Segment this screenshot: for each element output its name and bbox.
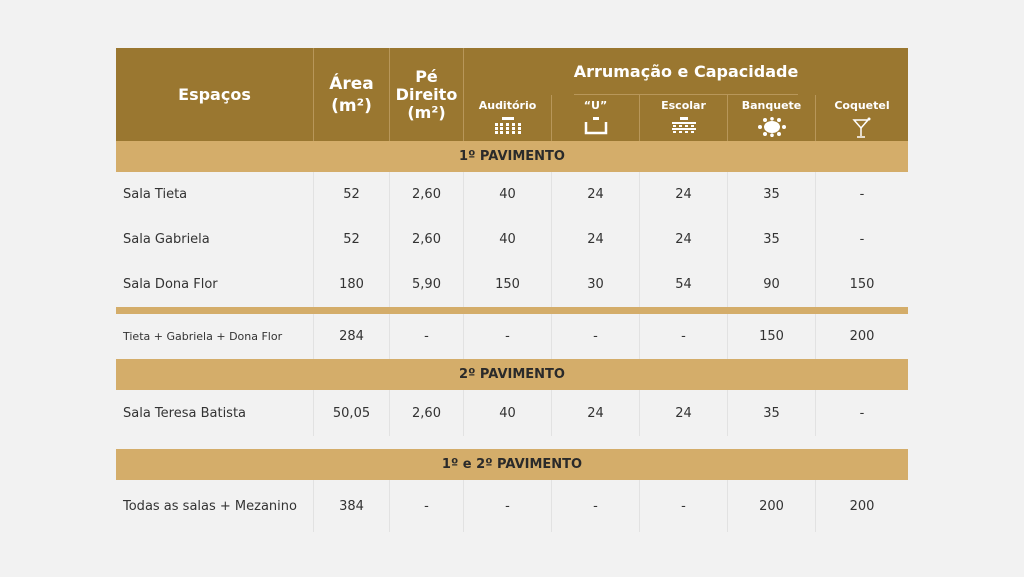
table-row: [116, 390, 908, 436]
header-area-label: Área: [329, 73, 374, 94]
coquetel-value: -: [859, 405, 865, 421]
escolar-value: 54: [640, 262, 728, 307]
escolar-value: -: [640, 480, 728, 532]
table-header: [116, 48, 908, 141]
header-escolar: [640, 95, 728, 141]
area-value: 52: [314, 217, 390, 262]
table-row: [116, 480, 908, 532]
classroom-icon: [670, 117, 698, 135]
area-value: 50,05: [314, 390, 390, 436]
pe-direito-value: 2,60: [390, 172, 464, 217]
pe-direito-value: 2,60: [390, 217, 464, 262]
header-auditorio-label: Auditório: [478, 99, 537, 112]
auditorio-value: 40: [464, 217, 552, 262]
space-name: Sala Teresa Batista: [116, 390, 314, 436]
header-pe-direito: [390, 48, 464, 141]
table-row: [116, 172, 908, 217]
coquetel-value: 200: [849, 329, 875, 344]
coquetel-value: 200: [849, 498, 875, 514]
auditorio-value: 150: [464, 262, 552, 307]
coquetel-value: -: [859, 187, 865, 202]
banquete-value: 150: [728, 314, 816, 359]
banquete-value: 35: [728, 390, 816, 436]
area-value: 384: [314, 480, 390, 532]
space-name: Sala Dona Flor: [116, 262, 314, 307]
area-value: 180: [314, 262, 390, 307]
table-row: [116, 262, 908, 307]
header-u-label: “U”: [583, 99, 608, 112]
header-coquetel-label: Coquetel: [834, 99, 890, 112]
auditorio-value: -: [464, 480, 552, 532]
capacity-table: [116, 48, 908, 532]
auditorio-value: -: [464, 314, 552, 359]
auditorio-value: 40: [464, 172, 552, 217]
header-escolar-label: Escolar: [661, 99, 706, 112]
auditorium-icon: [493, 117, 523, 135]
banquete-value: 35: [728, 172, 816, 217]
cocktail-icon: [851, 117, 873, 139]
escolar-value: -: [640, 314, 728, 359]
u-value: 24: [552, 390, 640, 436]
section-band-3: 1º e 2º PAVIMENTO: [116, 449, 908, 480]
header-arrumacao: [464, 48, 908, 141]
header-arrumacao-title: Arrumação e Capacidade: [574, 48, 799, 95]
u-value: -: [552, 480, 640, 532]
section-band-2: 2º PAVIMENTO: [116, 359, 908, 390]
u-shape-icon: [583, 117, 609, 135]
header-espacos: Espaços: [116, 48, 314, 141]
coquetel-value: 150: [849, 277, 875, 292]
header-pe-unit: (m²): [407, 102, 446, 122]
pe-direito-value: 5,90: [390, 262, 464, 307]
banquete-value: 200: [728, 480, 816, 532]
area-value: 52: [314, 172, 390, 217]
header-auditorio: [464, 95, 552, 141]
u-value: 30: [552, 262, 640, 307]
u-value: 24: [552, 217, 640, 262]
table-row: [116, 217, 908, 262]
banquete-value: 90: [728, 262, 816, 307]
space-name: Tieta + Gabriela + Dona Flor: [116, 314, 314, 359]
escolar-value: 24: [640, 172, 728, 217]
header-pe-line2: Direito: [395, 84, 458, 104]
escolar-value: 24: [640, 390, 728, 436]
area-value: 284: [314, 314, 390, 359]
header-coquetel: [816, 95, 908, 141]
escolar-value: 24: [640, 217, 728, 262]
header-pe-line1: Pé: [415, 66, 438, 86]
pe-direito-value: -: [390, 314, 464, 359]
spacer: [116, 436, 908, 449]
banquete-value: 35: [728, 217, 816, 262]
table-row: [116, 314, 908, 359]
u-value: 24: [552, 172, 640, 217]
space-name: Sala Tieta: [116, 172, 314, 217]
auditorio-value: 40: [464, 390, 552, 436]
header-u: [552, 95, 640, 141]
coquetel-value: -: [859, 232, 865, 247]
section-band-1: 1º PAVIMENTO: [116, 141, 908, 172]
header-area: [314, 48, 390, 141]
space-name: Sala Gabriela: [116, 217, 314, 262]
section-divider: [116, 307, 908, 314]
pe-direito-value: -: [390, 480, 464, 532]
banquet-icon: [756, 117, 788, 137]
u-value: -: [552, 314, 640, 359]
header-banquete: [728, 95, 816, 141]
header-banquete-label: Banquete: [741, 99, 802, 112]
pe-direito-value: 2,60: [390, 390, 464, 436]
space-name: Todas as salas + Mezanino: [116, 480, 314, 532]
header-area-unit: (m²): [331, 95, 372, 116]
